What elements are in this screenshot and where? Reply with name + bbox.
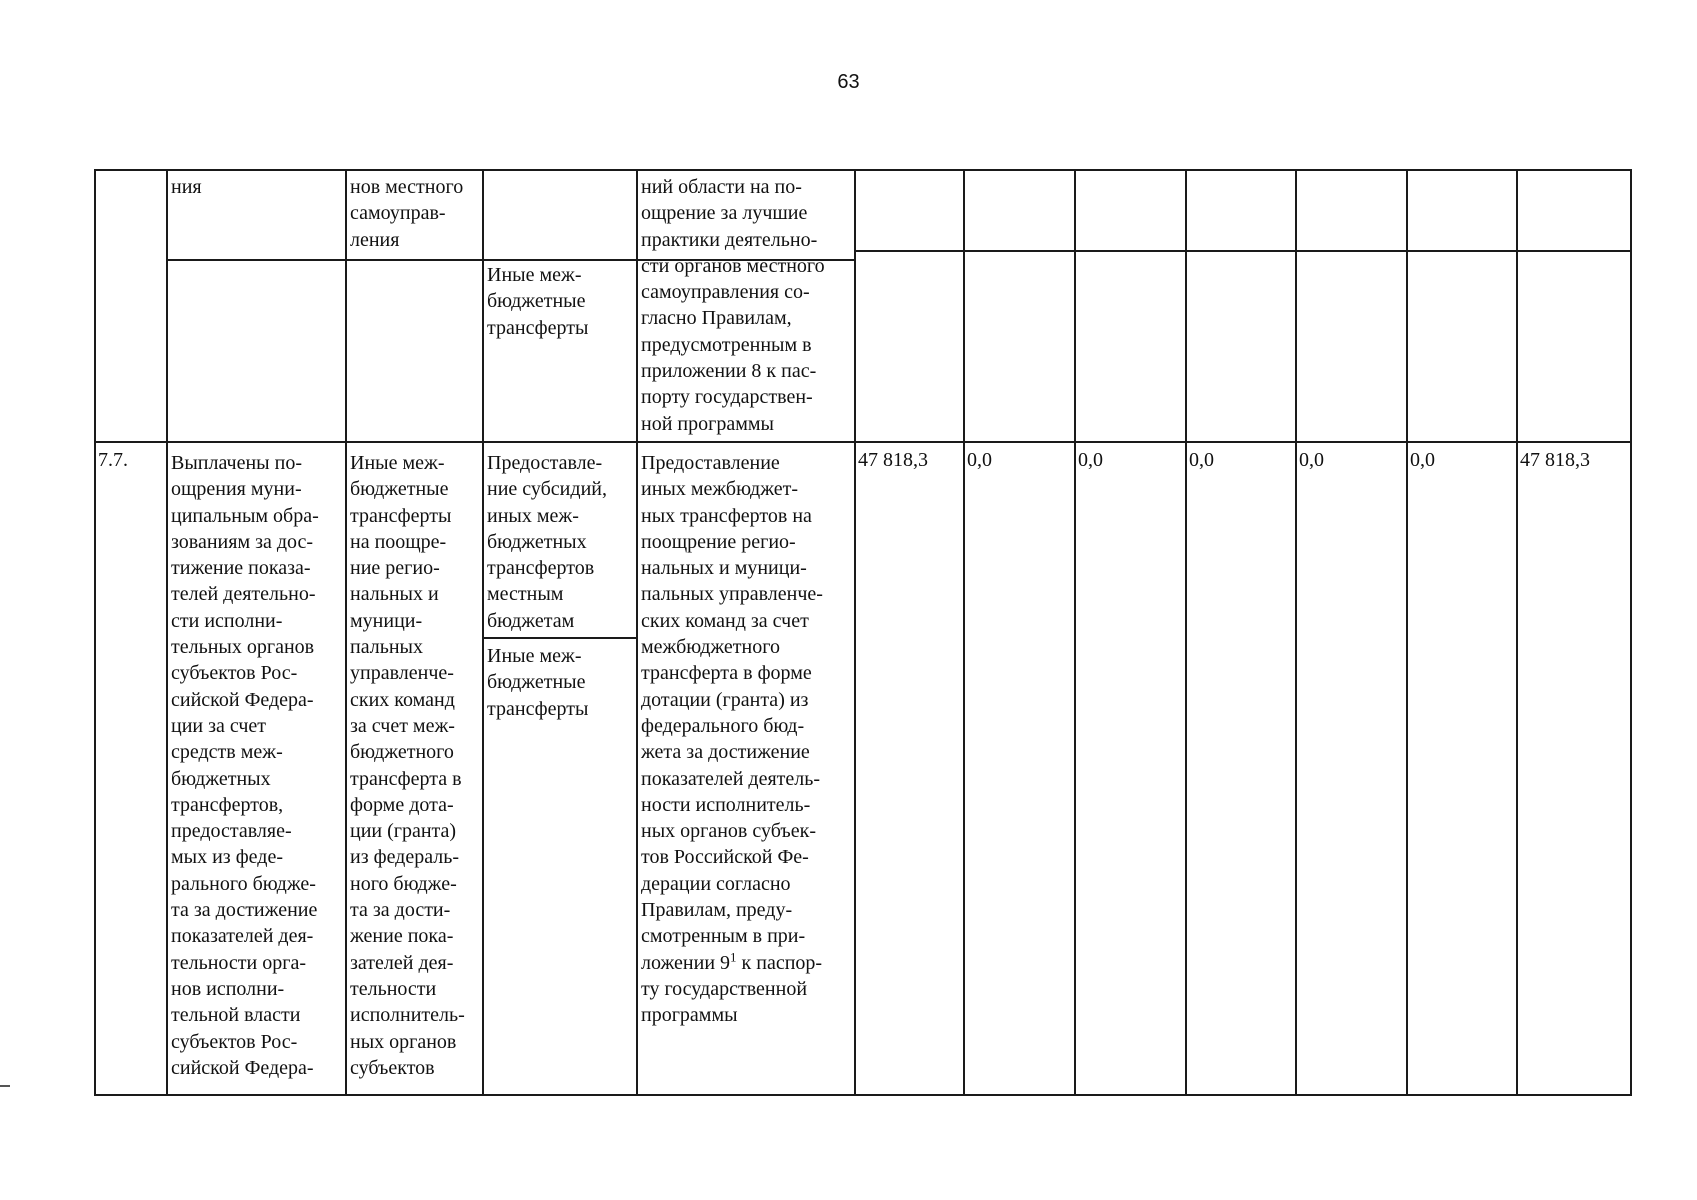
value-year-1: 0,0 bbox=[967, 449, 992, 471]
value-total-first: 47 818,3 bbox=[858, 449, 928, 471]
continued-source-text: нов местного самоуправ- ления bbox=[350, 176, 464, 251]
table-top-border bbox=[94, 169, 1632, 171]
page-number: 63 bbox=[837, 71, 860, 93]
row-source-text: Иные меж- бюджетные трансферты на поощре- ние регио- нальных и муници- пальных управленче- ских команд за счет меж- бюджетного трансферта в форме дота- ции (гранта) из федераль- ного бюдже- та за дости- жение пока- зателей дея- тельности исполнитель- ных органов субъектов bbox=[350, 452, 465, 1079]
col-border-10 bbox=[1406, 169, 1408, 1096]
col-border-3 bbox=[482, 169, 484, 1096]
col-border-6 bbox=[963, 169, 965, 1096]
scan-edge-mark bbox=[0, 1085, 10, 1087]
table-bottom-border bbox=[94, 1094, 1632, 1096]
value-year-3: 0,0 bbox=[1189, 449, 1214, 471]
continued-result-text: ния bbox=[171, 176, 202, 198]
col-border-2 bbox=[345, 169, 347, 1096]
value-year-4: 0,0 bbox=[1299, 449, 1324, 471]
col-border-12 bbox=[1630, 169, 1632, 1096]
row-provision-text: Предоставле- ние субсидий, иных меж- бюджетных трансфертов местным бюджетам bbox=[487, 452, 607, 632]
row-number: 7.7. bbox=[98, 449, 128, 471]
continued-description-text: ний области на по- ощрение за лучшие практики деятельно- сти органов местного самоуправления со- гласно Правилам, предусмотренным в приложении 8 к пас- порту государствен- ной программы bbox=[641, 176, 825, 435]
col-border-11 bbox=[1516, 169, 1518, 1096]
col-border-0 bbox=[94, 169, 96, 1096]
continued-transfer-type-text: Иные меж- бюджетные трансферты bbox=[487, 264, 589, 339]
row-description-text bbox=[641, 450, 853, 1029]
col-border-9 bbox=[1295, 169, 1297, 1096]
col-border-5 bbox=[854, 169, 856, 1096]
row-result-text: Выплачены по- ощрения муни- ципальным обра- зованиям за дос- тижение показа- телей деятельно- сти исполни- тельных органов субъектов Рос- сийской Федера- ции за счет средств меж- бюджетных трансфертов, предоставляе- мых из феде- рального бюдже- та за достижение показателей дея- тельности орга- нов исполни- тельной власти субъектов Рос- сийской Федера- bbox=[171, 452, 319, 1079]
row-separator bbox=[94, 441, 1632, 443]
col-border-4 bbox=[636, 169, 638, 1096]
col-border-7 bbox=[1074, 169, 1076, 1096]
col-border-1 bbox=[166, 169, 168, 1096]
value-year-2: 0,0 bbox=[1078, 449, 1103, 471]
value-total-last: 47 818,3 bbox=[1520, 449, 1590, 471]
col4-split-line bbox=[484, 637, 638, 639]
row-description-tail: к паспор- ту государственной программы bbox=[641, 951, 823, 1027]
value-year-5: 0,0 bbox=[1410, 449, 1435, 471]
row-transfer-type-text: Иные меж- бюджетные трансферты bbox=[487, 645, 589, 720]
row-description-superscript: 1 bbox=[730, 948, 737, 964]
col-border-8 bbox=[1185, 169, 1187, 1096]
row-description-main: Предоставление иных межбюджет- ных трансфертов на поощрение регио- нальных и муници- пальных управленче- ских команд за счет межбюджетного трансферта в форме дотации (гранта) из федерального бюд- жета за достижение показателей деятель- ности исполнитель- ных органов субъек- тов Российской Фе- дерации согласно Правилам, преду- смотренным в при- ложении 9 bbox=[641, 452, 823, 974]
